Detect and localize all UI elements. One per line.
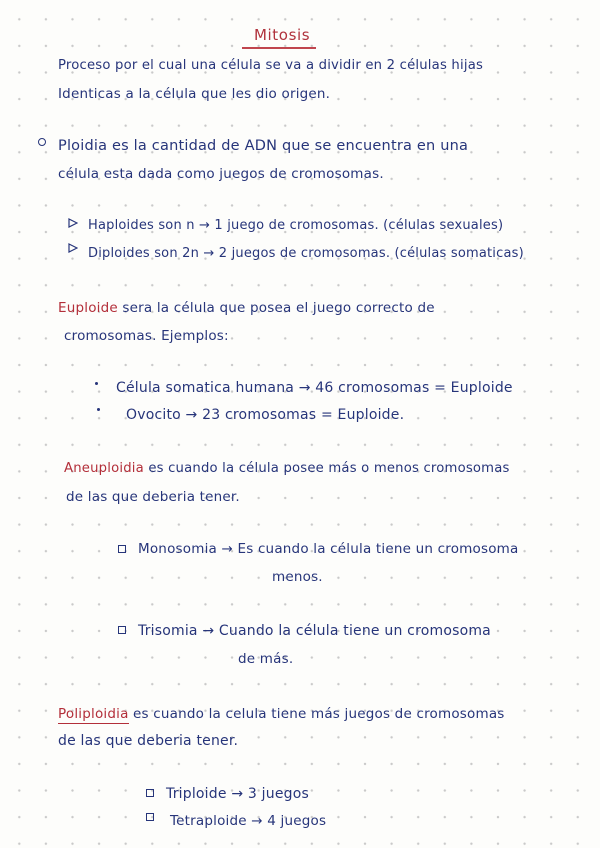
aneuploidia-line-1-rest: es cuando la célula posee más o menos cromosomas xyxy=(143,461,510,476)
intro-line-2: Identicas a la célula que les dio origen. xyxy=(58,86,331,102)
poliploidia-line-2: de las que deberia tener. xyxy=(58,733,239,749)
trisomia-line-2: de más. xyxy=(238,651,294,667)
poliploidia-term: Poliploidia xyxy=(58,706,129,722)
poliploidia-line-1-rest: es cuando la celula tiene más juegos de cromosomas xyxy=(128,706,505,722)
haploides-line: Haploides son n → 1 juego de cromosomas. (células sexuales) xyxy=(88,218,504,233)
aneuploidia-term: Aneuploidia xyxy=(64,461,144,476)
euploide-line-1-rest: sera la célula que posea el juego correcto de xyxy=(117,300,435,316)
triploide-line: Triploide → 3 juegos xyxy=(166,786,309,802)
page-title: Mitosis xyxy=(254,26,311,44)
dot-bullet-icon xyxy=(97,408,100,411)
dot-bullet-icon xyxy=(95,382,98,385)
diploides-line: Diploides son 2n → 2 juegos de cromosomas. (células somaticas) xyxy=(88,246,524,261)
intro-line-1: Proceso por el cual una célula se va a dividir en 2 células hijas xyxy=(58,58,484,73)
poliploidia-line-1 xyxy=(58,706,505,722)
euploide-line-2: cromosomas. Ejemplos: xyxy=(64,328,229,344)
euploide-term: Euploide xyxy=(58,300,118,316)
triangle-bullet-icon xyxy=(68,218,78,228)
euploide-example-2: Ovocito → 23 cromosomas = Euploide. xyxy=(126,407,405,423)
triangle-bullet-icon xyxy=(68,243,78,253)
circle-bullet-icon xyxy=(38,138,46,146)
title-underline xyxy=(242,47,316,49)
square-bullet-icon xyxy=(118,545,126,553)
tetraploide-line: Tetraploide → 4 juegos xyxy=(170,813,327,829)
ploidia-line-1: Ploidia es la cantidad de ADN que se encuentra en una xyxy=(58,138,469,154)
square-bullet-icon xyxy=(146,789,154,797)
aneuploidia-line-2: de las que deberia tener. xyxy=(66,489,240,505)
trisomia-line-1: Trisomia → Cuando la célula tiene un cromosoma xyxy=(138,623,491,639)
square-bullet-icon xyxy=(118,626,126,634)
euploide-line-1 xyxy=(58,300,435,316)
euploide-example-1: Célula somatica humana → 46 cromosomas = Euploide xyxy=(116,380,513,396)
monosomia-line-1: Monosomia → Es cuando la célula tiene un cromosoma xyxy=(138,541,519,557)
ploidia-line-2: célula esta dada como juegos de cromosomas. xyxy=(58,166,384,182)
monosomia-line-2: menos. xyxy=(272,569,323,585)
aneuploidia-line-1 xyxy=(64,461,510,476)
square-bullet-icon xyxy=(146,813,154,821)
